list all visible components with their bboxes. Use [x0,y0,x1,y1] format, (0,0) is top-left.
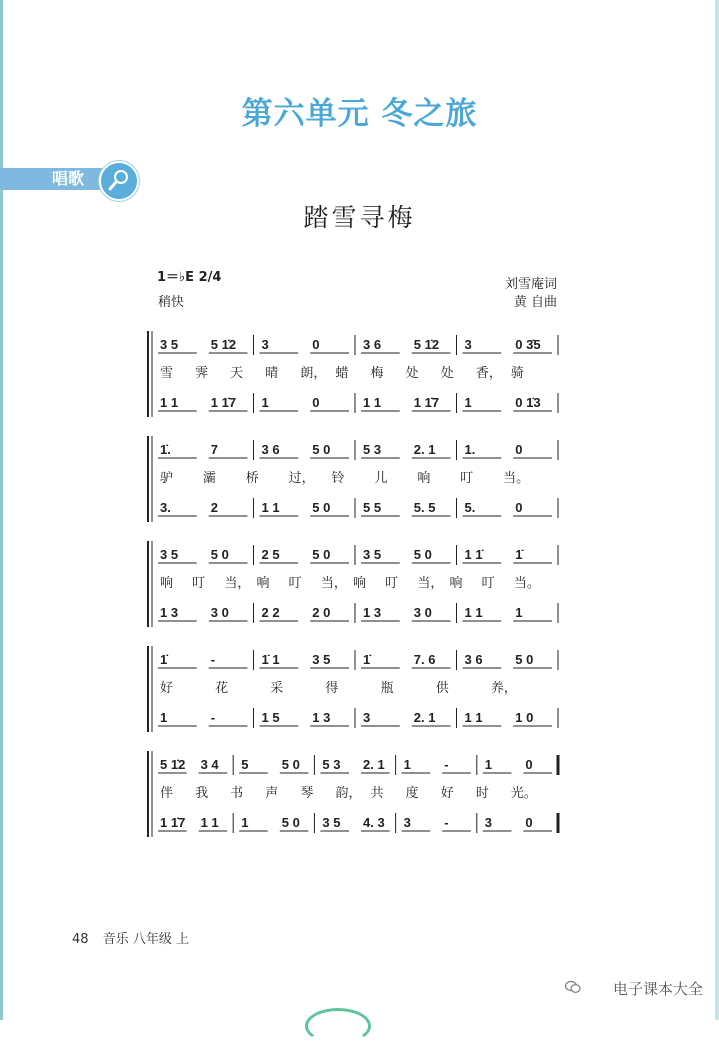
lyric-syllable: 响 [449,576,463,591]
bottom-voice-note: 1 5 [261,710,280,725]
lyric-syllable: 得 [325,681,339,696]
top-voice-note: 2. 1 [363,757,385,772]
lyric-syllable: 当， [417,576,444,591]
lyricist-credit: 刘雪庵词 [504,277,557,292]
top-voice-note: 3 5 [312,652,331,667]
bottom-voice-note: 0 [515,500,523,515]
key-signature: 1＝♭E 2/4 [157,270,222,285]
bottom-voice-note: 1 1̇7 [160,815,186,830]
lyric-syllable: 铃 [331,471,345,486]
top-voice-note: 2. 1 [413,442,436,457]
top-voice-note: 5 [241,757,249,772]
top-voice-note: 2 5 [261,547,280,562]
lyric-syllable: 时 [475,786,489,801]
watermark: 电子课本大全 [612,980,703,998]
music-score [142,325,562,845]
top-voice-note: 7. 6 [413,652,436,667]
bottom-voice-note: 3 0 [413,605,432,620]
bottom-voice-note: 1 3 [160,605,179,620]
wechat-icon [565,980,581,994]
lyric-syllable: 儿 [374,471,388,486]
bottom-voice-note: 2. 1 [413,710,436,725]
lyric-syllable: 好 [440,786,454,801]
top-voice-note: 5 0 [413,547,432,562]
top-voice-note: 1̇ [363,652,371,667]
lyric-syllable: 朗， [300,366,327,381]
lyric-syllable: 光。 [510,786,537,801]
lyric-syllable: 当。 [503,471,530,486]
top-voice-note: 3 5 [160,547,179,562]
lyric-syllable: 响 [353,576,367,591]
page-edge-left [0,0,3,1020]
lyric-syllable: 当， [320,576,347,591]
top-voice-note: 5 0 [210,547,229,562]
top-voice-note: 1 [484,757,493,772]
composer-credit: 黄 自曲 [513,295,557,310]
bottom-voice-note: 1 1 [261,500,280,515]
page-ornament [305,1008,371,1044]
top-voice-note: 5 0 [281,757,300,772]
lyric-syllable: 度 [405,786,419,801]
top-voice-note: 3 5 [363,547,382,562]
page-edge-right [715,0,719,1020]
bottom-voice-note: 1 [464,395,472,410]
page-footer [72,928,189,947]
bottom-voice-note: 1 1̇7 [413,395,440,410]
lyric-syllable: 供 [435,681,449,696]
top-voice-note: 1̇ [515,547,523,562]
bottom-voice-note: 5 5 [363,500,382,515]
lyric-syllable: 雪 [160,366,174,381]
bottom-voice-note: 1 0 [515,710,534,725]
top-voice-note: 3 [261,337,269,352]
lyric-syllable: 叮 [288,576,302,591]
lyric-syllable: 好 [160,681,174,696]
lyric-syllable: 叮 [460,471,474,486]
lyric-syllable: 叮 [385,576,399,591]
top-voice-note: 5 3 [322,757,341,772]
lyric-syllable: 梅 [370,366,384,381]
bottom-voice-note: 5 0 [281,815,300,830]
lyric-syllable: 灞 [202,471,216,486]
top-voice-note: 5 1̇2 [210,337,237,352]
bottom-voice-note: 1 [261,395,269,410]
lyric-syllable: 响 [160,576,174,591]
lyric-syllable: 声 [265,786,279,801]
top-voice-note: 5 0 [312,442,331,457]
top-voice-note: 1 1̇ [464,547,483,562]
lyric-syllable: 响 [256,576,270,591]
bottom-voice-note: - [210,710,216,725]
top-voice-note: 1 [403,757,411,772]
lyric-syllable: 驴 [160,471,174,486]
bottom-voice-note: - [444,815,449,830]
lyric-syllable: 香， [475,366,502,381]
bottom-voice-note: 2 0 [312,605,331,620]
lyric-syllable: 天 [230,366,244,381]
lyric-syllable: 当， [224,576,251,591]
bottom-voice-note: 1 3 [312,710,331,725]
top-voice-note: 0 [312,337,320,352]
top-voice-note: 3 6 [464,652,483,667]
top-voice-note: - [444,757,449,772]
section-label: 唱歌 [52,169,85,188]
lyric-syllable: 过， [288,471,315,486]
lyric-syllable: 共 [370,786,384,801]
top-voice-note: 5 3 [363,442,382,457]
lyric-syllable: 养， [490,681,517,696]
lyric-syllable: 采 [270,681,284,696]
top-voice-note: 0 [515,442,523,457]
book-label: 音乐 八年级 上 [102,932,189,947]
bottom-voice-note: 3 [484,815,493,830]
top-voice-note: 3 6 [261,442,280,457]
bottom-voice-note: 2 [210,500,218,515]
top-voice-note: - [210,652,216,667]
bottom-voice-note: 3 5 [322,815,341,830]
bottom-voice-note: 1 3 [363,605,382,620]
bottom-voice-note: 1 [160,710,168,725]
bottom-voice-note: 1 1 [200,815,219,830]
lyric-syllable: 琴 [300,786,314,801]
microphone-icon [99,161,139,201]
top-voice-note: 1. [464,442,476,457]
lyric-syllable: 伴 [160,786,174,801]
top-voice-note: 1̇. [160,442,171,457]
top-voice-note: 0 3̇5 [515,337,541,352]
bottom-voice-note: 3 0 [210,605,229,620]
lyric-syllable: 当。 [513,576,540,591]
lyric-syllable: 叮 [481,576,495,591]
bottom-voice-note: 3. [160,500,171,515]
top-voice-note: 5 1̇2 [160,757,186,772]
top-voice-note: 7 [210,442,218,457]
lyric-syllable: 书 [230,786,244,801]
top-voice-note: 5 1̇2 [413,337,440,352]
page-number: 48 [72,932,89,947]
bottom-voice-note: 1 1 [160,395,179,410]
bottom-voice-note: 1 1 [464,605,483,620]
bottom-voice-note: 1 1 [464,710,483,725]
lyric-syllable: 骑 [510,366,524,381]
bottom-voice-note: 0 1̇3 [515,395,541,410]
bottom-voice-note: 2 2 [261,605,280,620]
bottom-voice-note: 0 [525,815,533,830]
bottom-voice-note: 1 [515,605,523,620]
song-title: 踏雪寻梅 [303,203,416,232]
lyric-syllable: 响 [417,471,431,486]
top-voice-note: 3 5 [160,337,179,352]
bottom-voice-note: 3 [363,710,371,725]
top-voice-note: 3 4 [200,757,219,772]
lyric-syllable: 处 [440,366,454,381]
lyric-syllable: 处 [405,366,419,381]
bottom-voice-note: 5 0 [312,500,331,515]
lyric-syllable: 叮 [192,576,206,591]
bottom-voice-note: 0 [312,395,320,410]
top-voice-note: 5 0 [312,547,331,562]
bottom-voice-note: 5. [464,500,476,515]
bottom-voice-note: 5. 5 [413,500,436,515]
lyric-syllable: 晴 [265,366,279,381]
lyric-syllable: 霁 [195,366,209,381]
top-voice-note: 3 6 [363,337,382,352]
bottom-voice-note: 1 [241,815,249,830]
bottom-voice-note: 1 1̇7 [210,395,237,410]
lyric-syllable: 花 [215,681,229,696]
top-voice-note: 0 [525,757,533,772]
top-voice-note: 5 0 [515,652,534,667]
lyric-syllable: 韵， [335,786,362,801]
lyric-syllable: 桥 [245,471,259,486]
top-voice-note: 1̇ 1 [261,652,280,667]
lyric-syllable: 瓶 [380,681,394,696]
lyric-syllable: 蜡 [335,366,349,381]
top-voice-note: 1̇ [160,652,168,667]
lyric-syllable: 我 [195,786,209,801]
bottom-voice-note: 3 [403,815,411,830]
unit-title: 第六单元 冬之旅 [241,96,478,132]
bottom-voice-note: 1 1 [363,395,382,410]
bottom-voice-note: 4. 3 [363,815,385,830]
top-voice-note: 3 [464,337,472,352]
tempo-marking: 稍快 [158,295,185,310]
